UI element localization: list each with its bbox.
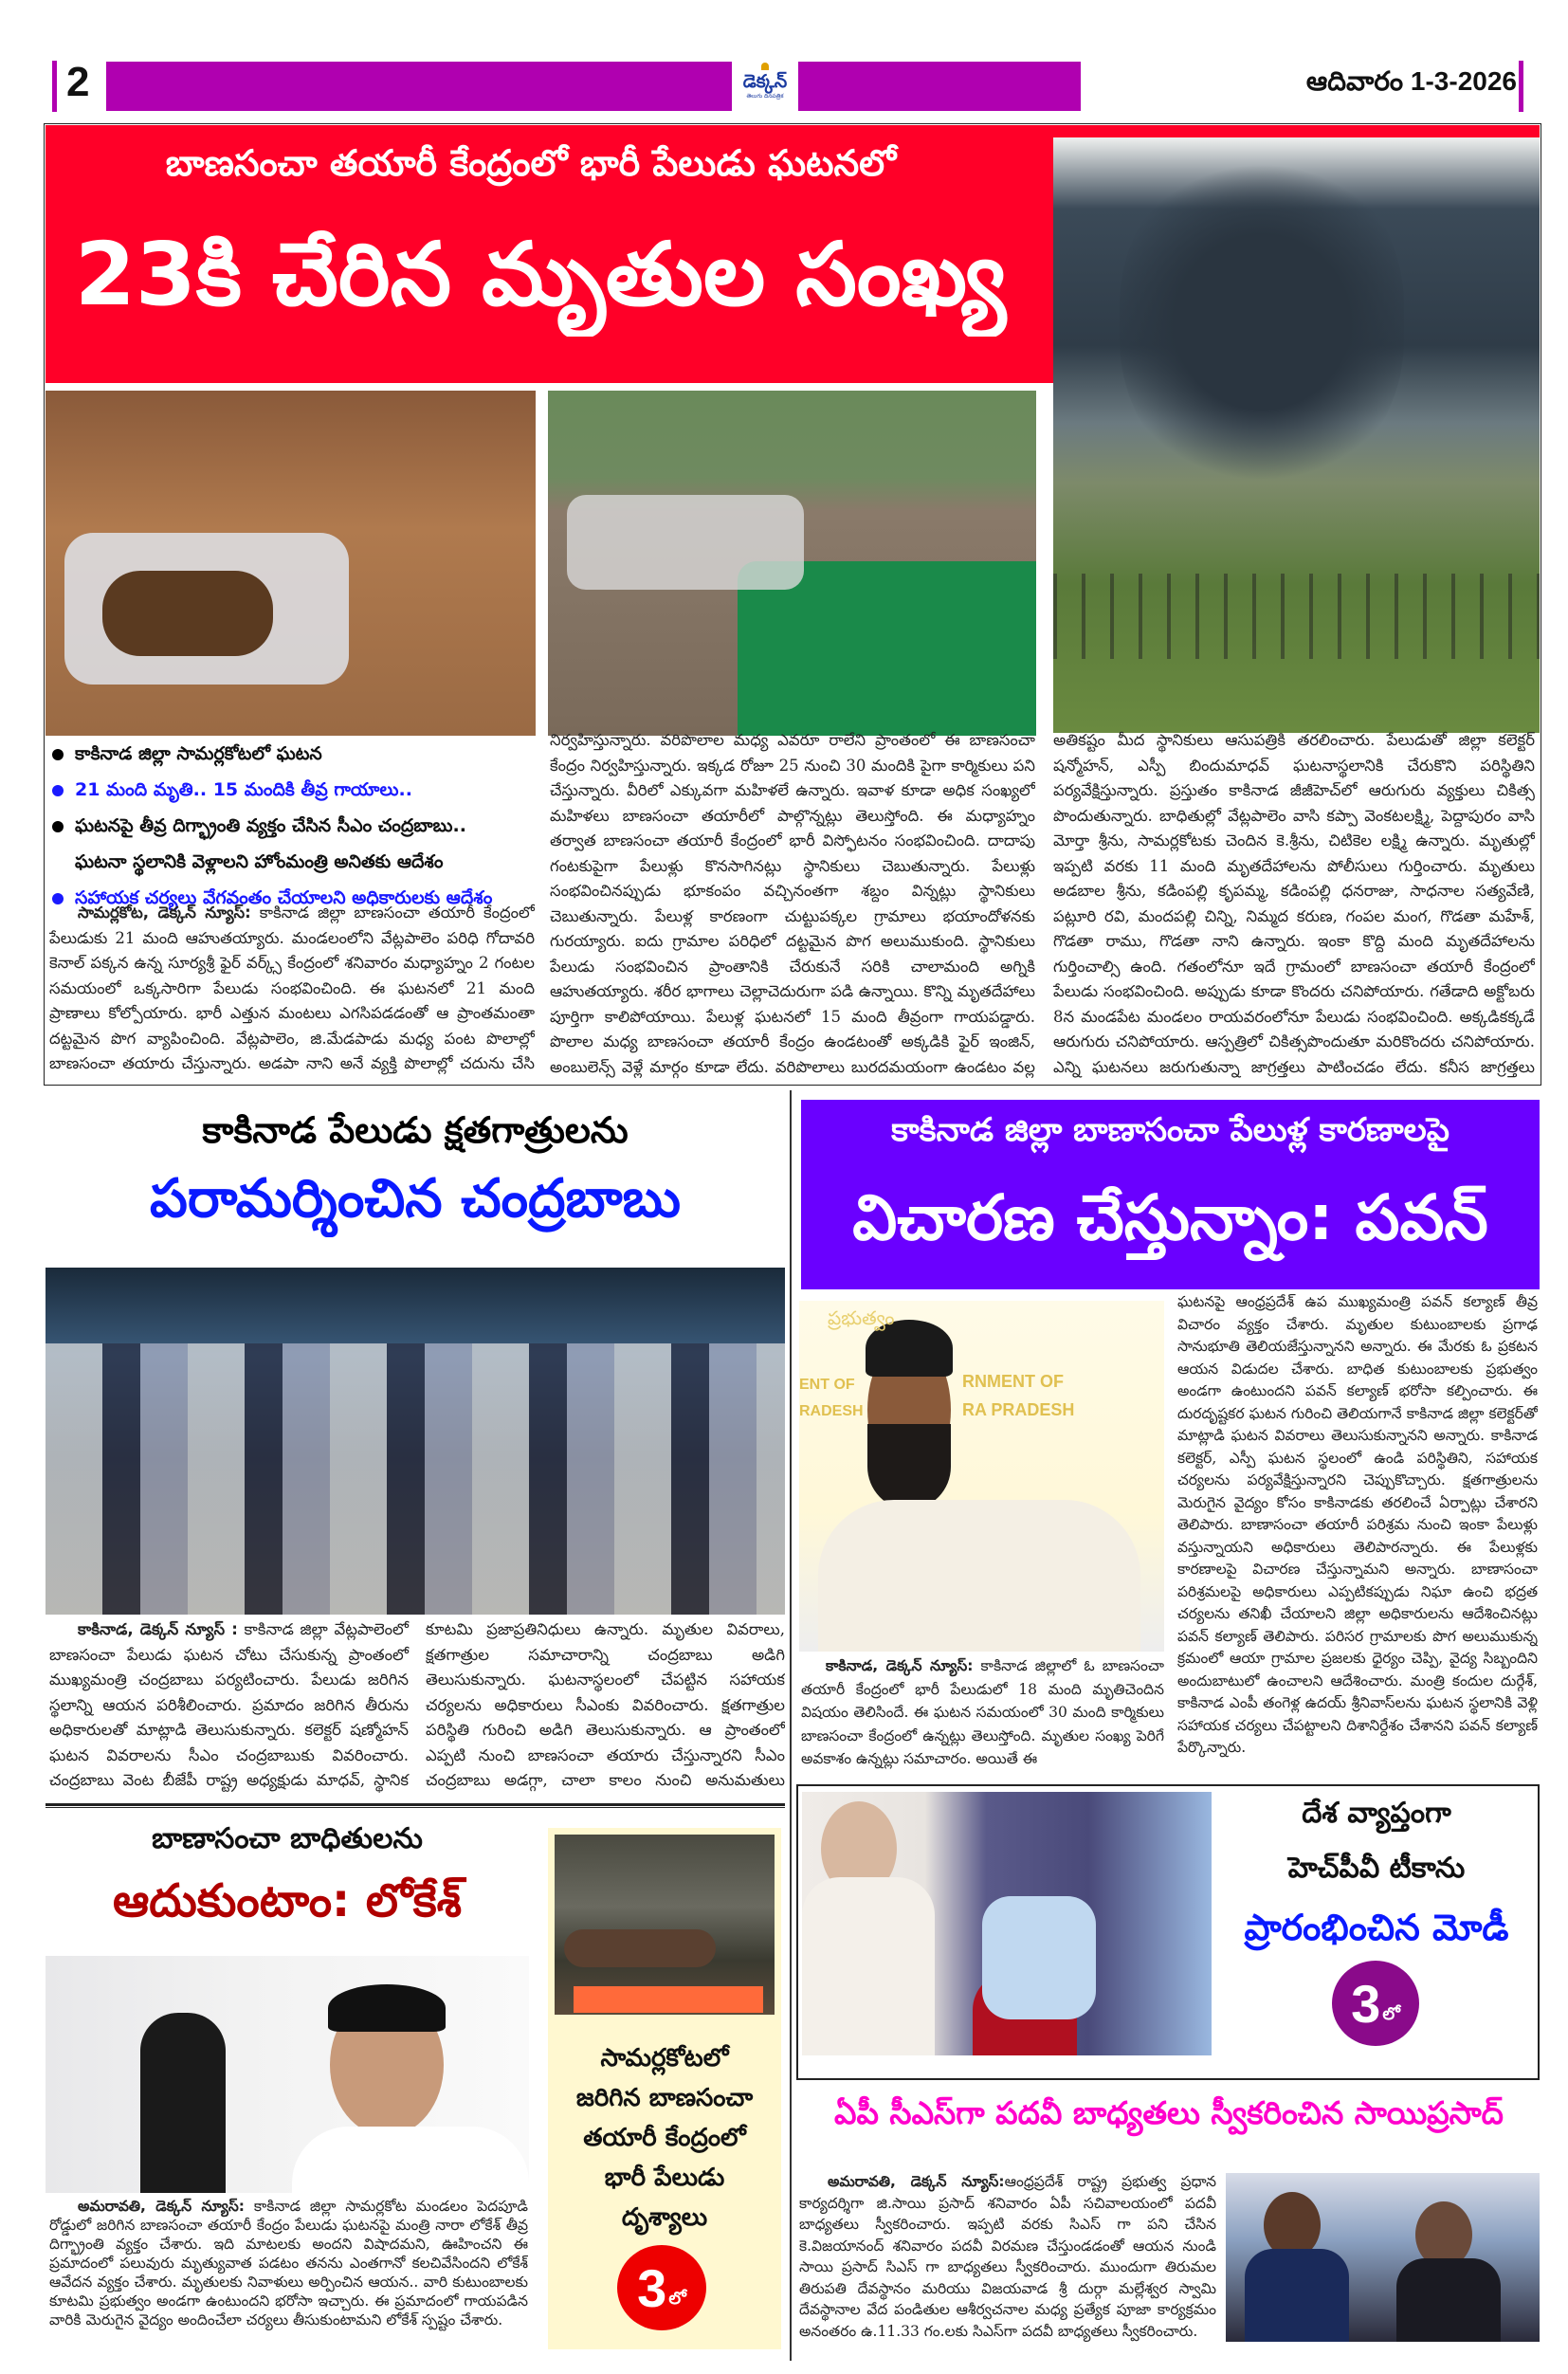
column-rule [790,1090,792,2361]
pawan-beard [867,1424,951,1509]
lead-story-col1: సామర్లకోట, డెక్కన్ న్యూస్: కాకినాడ జిల్లా బాణసంచా తయారీ కేంద్రంలో పేలుడుకు 21 మంది ఆహుతయ్యారు. మండలంలోని వేట్లపాలెం పరిధి గోదావరి కెనాల్ పక్కన ఉన్న సూర్యశ్రీ ఫైర్ వర్క్స్ కేంద్రంలో శనివారం మధ్యాహ్నం 2 గంటల సమయంలో ఒక్కసారిగా పేలుడు సంభవించింది. ఈ ఘటనలో 21 మంది ప్రాణాలు కోల్పోయారు. భారీ ఎత్తున మంటలు ఎగసిపడడంతో ఆ ప్రాంతమంతా దట్టమైన పొగ వ్యాపించింది. వేట్లపాలెం, జి.మేడపాడు మధ్య పంట పొలాల్లో బాణసంచా తయారు చేస్తున్నారు. అడపా నాని అనే వ్యక్తి పొలాల్లో చదును చేసి [49,904,535,1072]
pawan-dateline: కాకినాడ, డెక్కన్ న్యూస్: [826,1657,974,1674]
bullet-3-continued: ఘటనా స్థలానికి వెళ్లాలని హోంమంత్రి అనితకు ఆదేశం [75,851,444,872]
pawan-story-lead: కాకినాడ, డెక్కన్ న్యూస్: కాకినాడ జిల్లాలో ఓ బాణసంచా తయారీ కేంద్రంలో భారీ పేలుడులో 18 మంది మృతిచెందిన విషయం తెలిసిందే. ఈ ఘటన సమయంలో 30 మంది కార్మికులు బాణసంచా కేంద్రంలో ఉన్నట్లు తెలుస్తోంది. మృతుల సంఖ్య పెరిగే అవకాశం ఉన్నట్లు సమాచారం. అయితే ఈ [801,1657,1164,1767]
bullet-4: సహాయక చర్యలు వేగవంతం చేయాలని అధికారులకు ఆదేశం [52,880,545,916]
page-number: 2 [66,59,90,105]
modi-headline: ప్రారంభించిన మోడీ [1244,1907,1509,1948]
modi-hpv-photo [802,1792,1212,2055]
section-divider [46,1803,785,1806]
blast-scene-photo [555,1835,775,2015]
pawan-shirt [818,1500,1140,1652]
bullet-icon [52,821,64,832]
saiprasad-story-body: అమరావతి, డెక్కన్ న్యూస్:ఆంధ్రప్రదేశ్ రాష్ట్ర ప్రభుత్వ ప్రధాన కార్యదర్శిగా జి.సాయి ప్రసాద్ శనివారం ఏపీ సచివాలయంలో పదవీ బాధ్యతలు స్వీకరించారు. ఇప్పటి వరకు సిఎస్ గా పని చేసిన కె.విజయానంద్ శనివారం పదవీ విరమణ చేస్తుండడంతో ఆయన నుండి సాయి ప్రసాద్ సిఎస్ గా బాధ్యతలు స్వీకరించారు. ముందుగా తిరుమల తిరుపతి దేవస్థానం మరియు విజయవాడ శ్రీ దుర్గా మల్లేశ్వర స్వామి దేవస్థానాల వేద పండితుల ఆశీర్వచనాల మధ్య ప్రత్యేక పూజా కార్యక్రమం అనంతరం ఉ.11.33 గం.లకు సిఎస్‌గా పదవీ బాధ్యతలు స్వీకరించారు. [799,2173,1216,2340]
bullet-icon [52,785,64,796]
lokesh-headline: ఆదుకుంటాం: లోకేశ్ [112,1874,463,1927]
pawan-kicker: కాకినాడ జిల్లా బాణాసంచా పేలుళ్ల కారణాలపై [891,1111,1449,1149]
lead-story-col2: నిర్వహిస్తున్నారు. వరిపొలాల మధ్య ఎవరూ రాలేని ప్రాంతంలో ఈ బాణసంచా కేంద్రం నిర్వహిస్తున్నారు. ఇక్కడ రోజూ 25 నుంచి 30 మందికి పైగా కార్మికులు పని చేస్తున్నారు. వీరిలో ఎక్కువగా మహిళలే ఉన్నారు. ఇవాళ కూడా అధిక సంఖ్యలో మహిళలు బాణసంచా తయారీలో పాల్గొన్నట్లు తెలుస్తోంది. ఈ మధ్యాహ్నం తర్వాత బాణసంచా తయారీ కేంద్రంలో భారీ విస్ఫోటనం సంభవించింది. దాదాపు గంటకుపైగా పేలుళ్లు కొనసాగినట్లు స్థానికులు చెబుతున్నారు. పేలుళ్లు సంభవించినప్పుడు భూకంపం వచ్చినంతగా శబ్దం విన్నట్లు స్థానికులు చెబుతున్నారు. పేలుళ్ల కారణంగా చుట్టుపక్కల గ్రామాలు భయాందోళనకు గురయ్యారు. ఐదు గ్రామాల పరిధిలో దట్టమైన పొగ అలుముకుంది. స్థానికులు పేలుడు సంభవించిన ప్రాంతానికి చేరుకునే సరికి చాలామంది అగ్నికి ఆహుతయ్యారు. శరీర భాగాలు చెల్లాచెదురుగా పడి ఉన్నాయి. కొన్ని మృతదేహాలు పూర్తిగా కాలిపోయాయి. పేలుళ్ల ఘటనలో 15 మంది తీవ్రంగా గాయపడ్డారు. పొలాల మధ్య బాణసంచా తయారీ కేంద్రం ఉండటంతో అక్కడికి ఫైర్ ఇంజిన్, అంబులెన్స్ వెళ్లే మార్గం కూడా లేదు. వరిపొలాలు బురదమయంగా ఉండటం వల్ల [550,731,1035,1076]
pawan-headline: విచారణ చేస్తున్నాం: పవన్ [852,1181,1488,1254]
blast-site-photo [548,391,1036,736]
blast-scenes-caption: సామర్లకోటలో జరిగిన బాణసంచా తయారీ కేంద్రంలో భారీ పేలుడు దృశ్యాలు [575,2044,754,2232]
cbn-headline: పరామర్శించిన చంద్రబాబు [150,1168,681,1230]
victims-bodies-photo [46,391,536,736]
lead-headline: 23కి చేరిన మృతుల సంఖ్య [74,224,1007,325]
cbn-dateline: కాకినాడ, డెక్కన్ న్యూస్ : [78,1620,238,1638]
lokesh-kicker: బాణాసంచా బాధితులను [152,1822,423,1855]
saiprasad-dateline: అమరావతి, డెక్కన్ న్యూస్: [828,2173,1005,2190]
cbn-visit-photo [46,1268,785,1615]
bullet-1: కాకినాడ జిల్లా సామర్లకోటలో ఘటన [52,736,545,772]
bullet-icon [52,749,64,760]
page-3-reference-badge[interactable]: 3 లో [617,2245,706,2330]
masthead [0,0,1568,119]
lead-story-col3: అతికష్టం మీద స్థానికులు ఆసుపత్రికి తరలించారు. పేలుడుతో జిల్లా కలెక్టర్ షన్మోహన్, ఎస్పీ బిందుమాధవ్ ఘటనాస్థలానికి చేరుకొని పరిస్థితిని పర్యవేక్షిస్తున్నారు. ప్రస్తుతం కాకినాడ జీజీహెచ్‌లో ఆరుగురు వ్యక్తులు చికిత్స పొందుతున్నారు. బాధితుల్లో వేట్లపాలెం వాసి కప్పా వెంకటలక్ష్మి, పెద్దాపురం వాసి మోర్తా శ్రీను, సామర్లకోటకు చెందిన కె.శ్రీను, చిటికెల లక్ష్మి ఉన్నారు. మృతుల్లో ఇప్పటి వరకు 11 మంది మృతదేహాలను పోలీసులు గుర్తించారు. మృతులు అడబాల శ్రీను, కడింపల్లి కృపమ్మ, కడింపల్లి ధనరాజు, సాధనాల సత్యవేణి, పట్లూరి రవి, మందపల్లి చిన్ని, నిమ్మద కరుణ, గంపల మంగ, గొడతా మహేశ్, గొడతా రాము, గొడతా నాని ఉన్నారు. ఇంకా కొద్ది మంది మృతదేహాలను గుర్తించాల్సి ఉంది. గతంలోనూ ఇదే గ్రామంలో బాణసంచా తయారీ కేంద్రంలో పేలుడు సంభవించింది. అప్పుడు కూడా కొందరు చనిపోయారు. గతేడాది అక్టోబరు 8న మండపేట మండలం రాయవరంలోనూ పేలుడు సంభవించింది. అక్కడికక్కడే ఆరుగురు చనిపోయారు. ఆస్పత్రిలో చికిత్సపొందుతూ మరికొందరు చనిపోయారు. ఎన్ని ఘటనలు జరుగుతున్నా జాగ్రత్తలు పాటించడం లేదు. కనీస జాగ్రత్తలు [1053,731,1535,1076]
smoke-plume-photo [1053,137,1540,733]
masthead-banner [106,62,1081,111]
left-accent-bar [52,61,57,112]
bullet-3: ఘటనపై తీవ్ర దిగ్భ్రాంతి వ్యక్తం చేసిన సీఎం చంద్రబాబు.. [52,808,545,844]
cbn-kicker: కాకినాడ పేలుడు క్షతగాత్రులను [202,1109,629,1151]
lead-bullets [52,736,545,916]
modi-line-2: హెచ్‌పీవీ టీకాను [1287,1852,1466,1885]
pawan-press-photo: ప్రభుత్వం ENT OF RADESH RNMENT OF RA PRADESH [799,1301,1164,1652]
cbn-story-body: కాకినాడ, డెక్కన్ న్యూస్ : కాకినాడ జిల్లా వేట్లపాలెంలో బాణసంచా పేలుడు ఘటన చోటు చేసుకున్న ప్రాంతంలో ముఖ్యమంత్రి చంద్రబాబు పర్యటించారు. పేలుడు జరిగిన స్థలాన్ని ఆయన పరిశీలించారు. ప్రమాదం జరిగిన తీరును అధికారులతో మాట్లాడి తెలుసుకున్నారు. కలెక్టర్ షణ్మోహన్ ఘటన వివరాలను సీఎం చంద్రబాబుకు వివరించారు. చంద్రబాబు వెంట బీజేపీ రాష్ట్ర అధ్యక్షుడు మాధవ్, స్థానిక కూటమి ప్రజాప్రతినిధులు ఉన్నారు. మృతుల వివరాలు, క్షతగాత్రుల సమాచారాన్ని చంద్రబాబు అడిగి తెలుసుకున్నారు. ఘటనాస్థలంలో చేపట్టిన సహాయక చర్యలను అధికారులు సీఎంకు వివరించారు. క్షతగాత్రుల పరిస్థితి గురించి అడిగి తెలుసుకున్నారు. ఆ ప్రాంతంలో ఎప్పటి నుంచి బాణసంచా తయారు చేస్తున్నారని సీఎం చంద్రబాబు అడగ్గా, చాలా కాలం నుంచి అనుమతులు [49,1620,785,1789]
section-divider [46,1807,785,1808]
lokesh-photo [46,1956,529,2193]
right-accent-bar [1519,61,1523,112]
lead-kicker: బాణసంచా తయారీ కేంద్రంలో భారీ పేలుడు ఘటనలో [165,142,897,184]
page-3-reference-badge[interactable]: 3 లో [1332,1961,1419,2046]
newspaper-logo: డెక్కన్ తెలుగు దినపత్రిక [732,61,798,113]
bullet-2: 21 మంది మృతి.. 15 మందికి తీవ్ర గాయాలు.. [52,772,545,808]
issue-date: ఆదివారం 1-3-2026 [1305,66,1517,96]
lokesh-story-body: అమరావతి, డెక్కన్ న్యూస్: కాకినాడ జిల్లా సామర్లకోట మండలం పెదపూడి రోడ్డులో జరిగిన బాణసంచా తయారీ కేంద్రం పేలుడు ఘటనపై మంత్రి నారా లోకేశ్ తీవ్ర దిగ్భ్రాంతి వ్యక్తం చేశారు. ఇది మాటలకు అందని విషాదమని, ఊహించని ఈ ప్రమాదంలో పలువురు మృత్యువాత పడటం తనను ఎంతగానో కలచివేసిందని లోకేశ్ ఆవేదన వ్యక్తం చేశారు. మృతులకు నివాళులు అర్పించిన ఆయన.. వారి కుటుంబాలకు కూటమి ప్రభుత్వం అండగా ఉంటుందని భరోసా ఇచ్చారు. ఈ ప్రమాదంలో గాయపడిన వారికి మెరుగైన వైద్యం అందించేలా చర్యలు తీసుకుంటామని లోకేశ్ స్పష్టం చేశారు. [49,2198,528,2328]
saiprasad-headline: ఏపీ సీఎస్‌గా పదవీ బాధ్యతలు స్వీకరించిన సాయిప్రసాద్ [834,2094,1504,2131]
lead-dateline: సామర్లకోట, డెక్కన్ న్యూస్: [78,904,251,922]
pawan-story-body: ఘటనపై ఆంధ్రప్రదేశ్ ఉప ముఖ్యమంత్రి పవన్ కల్యాణ్ తీవ్ర విచారం వ్యక్తం చేశారు. మృతుల కుటుంబాలకు ప్రగాఢ సానుభూతి తెలియజేస్తున్నానని అన్నారు. ఈ మేరకు ఓ ప్రకటన ఆయన విడుదల చేశారు. బాధిత కుటుంబాలకు ప్రభుత్వం అండగా ఉంటుందని పవన్ కల్యాణ్ భరోసా కల్పించారు. ఈ దురదృష్టకర ఘటన గురించి తెలియగానే కాకినాడ జిల్లా కలెక్టర్‌తో మాట్లాడి ఘటన వివరాలు తెలుసుకున్నానని అన్నారు. కాకినాడ కలెక్టర్, ఎస్పీ ఘటన స్థలంలో ఉండి పరిస్థితిని, సహాయక చర్యలను పర్యవేక్షిస్తున్నారని చెప్పుకొచ్చారు. క్షతగాత్రులను మెరుగైన వైద్యం కోసం కాకినాడకు తరలించే ఏర్పాట్లు చేశారని తెలిపారు. బాణాసంచా తయారీ పరిశ్రమ నుంచి ఇంకా పేలుళ్లు వస్తున్నాయని అధికారులు తెలిపారన్నారు. ఈ పేలుళ్లకు కారణాలపై విచారణ చేస్తున్నామని అన్నారు. బాణాసంచా పరిశ్రమలపై అధికారులు ఎప్పటికప్పుడు నిఘా ఉంచి భద్రత చర్యలను తనిఖీ చేయాలని జిల్లా అధికారులను ఆదేశించినట్లు పవన్ కల్యాణ్ తెలిపారు. పరిసర గ్రామాలకు పొగ అలుముకున్న క్రమంలో ఆయా గ్రామాల ప్రజలకు ధైర్యం చెప్పి, వైద్య సిబ్బందిని అందుబాటులో ఉంచాలని ఆదేశించారు. మంత్రి కందుల దుర్గేశ్, కాకినాడ ఎంపీ తంగెళ్ల ఉదయ్ శ్రీనివాస్‌లను ఘటన స్థలానికి వెళ్లి సహాయక చర్యలు చేపట్టాలని దిశానిర్దేశం చేశానని పవన్ కల్యాణ్ పేర్కొన్నారు. [1177,1293,1538,1756]
saiprasad-photo [1226,2173,1540,2342]
lokesh-dateline: అమరావతి, డెక్కన్ న్యూస్: [78,2198,245,2215]
logo-flame-icon [761,63,769,70]
modi-line-1: దేశ వ్యాప్తంగా [1302,1797,1451,1830]
